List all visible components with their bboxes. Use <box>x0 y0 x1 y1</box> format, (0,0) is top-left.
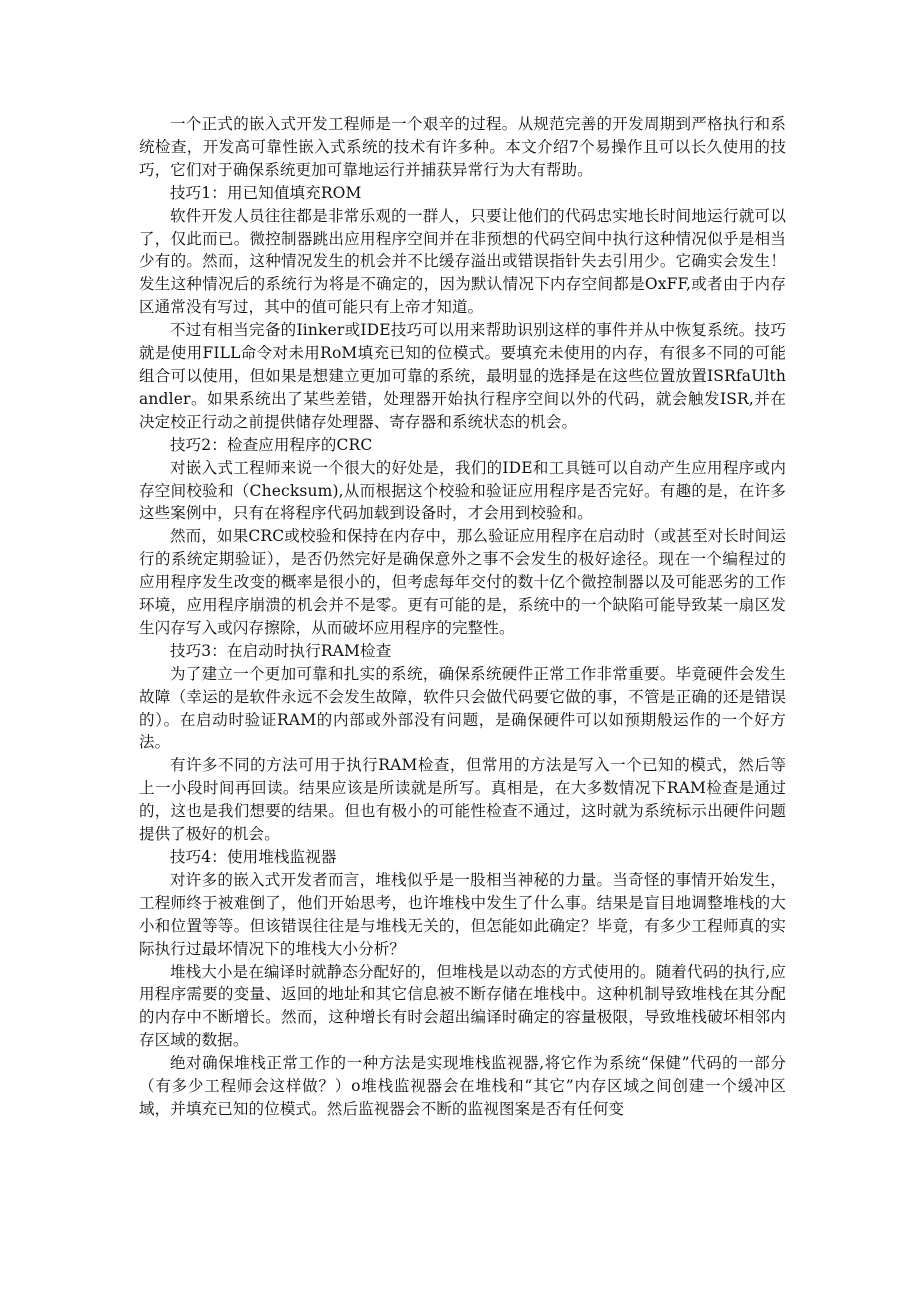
paragraph-tip-3-a: 为了建立一个更加可靠和扎实的系统，确保系统硬件正常工作非常重要。毕竟硬件会发生故障（幸运的是软件永远不会发生故障，软件只会做代码要它做的事，不管是正确的还是错误的）。在启动时验证RAM的内部或外部没有问题，是确保硬件可以如预期般运作的一个好方法。 <box>139 664 786 752</box>
paragraph-tip-2-b: 然而，如果CRC或校验和保持在内存中，那么验证应用程序在启动时（或甚至对长时间运行的系统定期验证），是否仍然完好是确保意外之事不会发生的极好途径。现在一个编程过的应用程序发生改变的概率是很小的，但考虑每年交付的数十亿个微控制器以及可能恶劣的工作环境，应用程序崩溃的机会并不是零。更有可能的是，系统中的一个缺陷可能导致某一扇区发生闪存写入或闪存擦除，从而破坏应用程序的完整性。 <box>139 527 786 637</box>
heading-tip-3: 技巧3：在启动时执行RAM检查 <box>170 641 392 660</box>
paragraph-tip-3-b: 有许多不同的方法可用于执行RAM检查，但常用的方法是写入一个已知的模式，然后等上一小段时间再回读。结果应该是所读就是所写。真相是，在大多数情况下RAM检查是通过的，这也是我们想要的结果。但也有极小的可能性检查不通过，这时就为系统标示出硬件问题提供了极好的机会。 <box>139 756 786 844</box>
paragraph-intro: 一个正式的嵌入式开发工程师是一个艰辛的过程。从规范完善的开发周期到严格执行和系统检查，开发高可靠性嵌入式系统的技术有许多种。本文介绍7个易操作且可以长久使用的技巧，它们对于确保系统更加可靠地运行并捕获异常行为大有帮助。 <box>139 115 786 179</box>
paragraph-tip-1-a: 软件开发人员往往都是非常乐观的一群人，只要让他们的代码忠实地长时间地运行就可以了，仅此而已。微控制器跳出应用程序空间并在非预想的代码空间中执行这种情况似乎是相当少有的。然而，这种情况发生的机会并不比缓存溢出或错误指针失去引用少。它确实会发生！发生这种情况后的系统行为将是不确定的，因为默认情况下内存空间都是OxFF,或者由于内存区通常没有写过，其中的值可能只有上帝才知道。 <box>139 206 786 317</box>
heading-tip-1: 技巧1：用已知值填充ROM <box>170 183 362 202</box>
paragraph-tip-2-a: 对嵌入式工程师来说一个很大的好处是，我们的IDE和工具链可以自动产生应用程序或内存空间校验和（Checksum),从而根据这个校验和验证应用程序是否完好。有趣的是，在许多这些案例中，只有在将程序代码加载到设备时，才会用到校验和。 <box>139 458 786 523</box>
heading-tip-2: 技巧2：检查应用程序的CRC <box>170 435 373 454</box>
paragraph-tip-4-a: 对许多的嵌入式开发者而言，堆栈似乎是一股相当神秘的力量。当奇怪的事情开始发生，工程师终于被难倒了，他们开始思考，也许堆栈中发生了什么事。结果是盲目地调整堆栈的大小和位置等等。但该错误往往是与堆栈无关的，但怎能如此确定？毕竟，有多少工程师真的实际执行过最坏情况下的堆栈大小分析？ <box>139 870 786 958</box>
paragraph-tip-1-b: 不过有相当完备的Iinker或IDE技巧可以用来帮助识别这样的事件并从中恢复系统。技巧就是使用FILL命令对未用RoM填充已知的位模式。要填充未使用的内存，有很多不同的可能组合可以使用，但如果是想建立更加可靠的系统，最明显的选择是在这些位置放置ISRfaUlthandler。如果系统出了某些差错，处理器开始执行程序空间以外的代码，就会触发ISR,并在决定校正行动之前提供储存处理器、寄存器和系统状态的机会。 <box>139 321 786 431</box>
heading-tip-4: 技巧4：使用堆栈监视器 <box>170 848 337 866</box>
paragraph-tip-4-b: 堆栈大小是在编译时就静态分配好的，但堆栈是以动态的方式使用的。随着代码的执行,应用程序需要的变量、返回的地址和其它信息被不断存储在堆栈中。这种机制导致堆栈在其分配的内存中不断增长。然而，这种增长有时会超出编译时确定的容量极限，导致堆栈破坏相邻内存区域的数据。 <box>139 962 786 1050</box>
paragraph-tip-4-c: 绝对确保堆栈正常工作的一种方法是实现堆栈监视器,将它作为系统“保健”代码的一部分（有多少工程师会这样做？）o堆栈监视器会在堆栈和“其它”内存区域之间创建一个缓冲区域，并填充已知的位模式。然后监视器会不断的监视图案是否有任何变 <box>139 1054 786 1118</box>
